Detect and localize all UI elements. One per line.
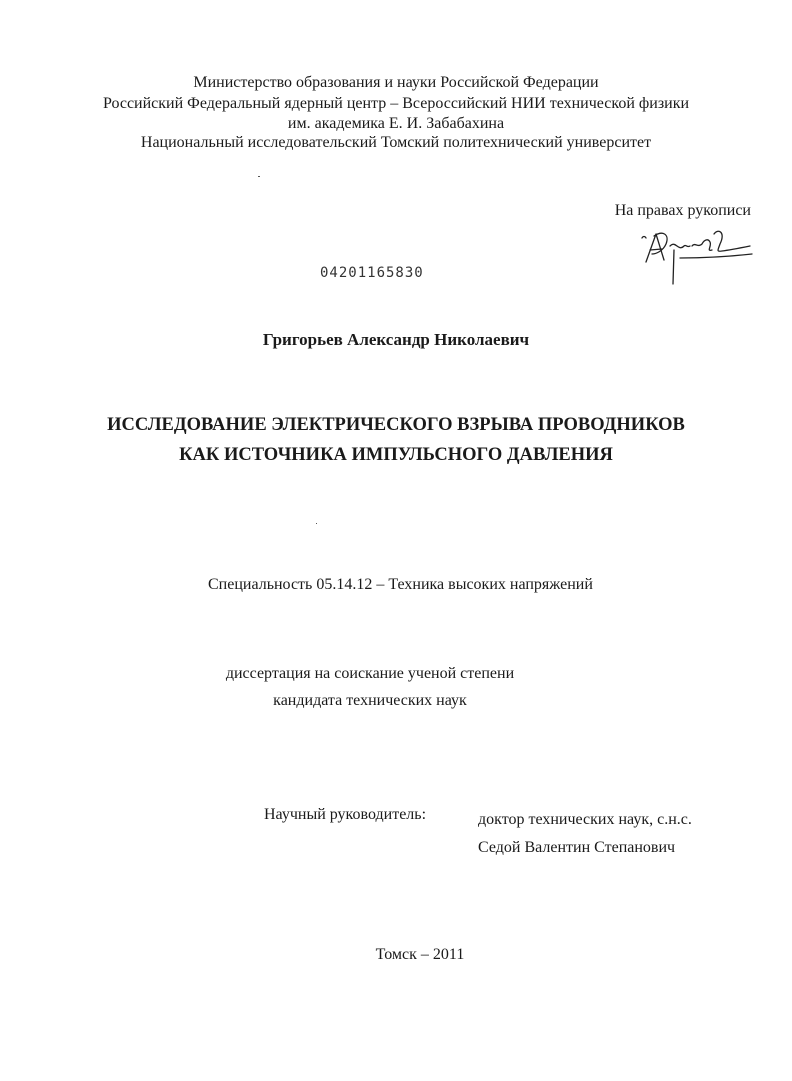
rights-note: На правах рукописи: [614, 202, 751, 219]
degree-line-2: кандидата технических наук: [273, 692, 467, 709]
academician-line: им. академика Е. И. Забабахина: [287, 115, 505, 132]
scan-speck: [258, 176, 260, 177]
degree-block: [0, 660, 740, 714]
ministry-line: Министерство образования и науки Российской Федерации: [193, 74, 599, 91]
degree-line-1: диссертация на соискание ученой степени: [225, 665, 515, 682]
scan-speck: [316, 523, 317, 524]
specialty-line: Специальность 05.14.12 – Техника высоких напряжений: [208, 576, 593, 593]
author-name: Григорьев Александр Николаевич: [262, 330, 530, 349]
dissertation-title: [0, 410, 792, 470]
university-line: Национальный исследовательский Томский политехнический университет: [140, 134, 652, 151]
city-year: Томск – 2011: [375, 946, 465, 963]
title-line-2: КАК ИСТОЧНИКА ИМПУЛЬСНОГО ДАВЛЕНИЯ: [179, 445, 613, 465]
supervisor-block: [478, 806, 692, 862]
research-center-line: Российский Федеральный ядерный центр – Всероссийский НИИ технической физики: [102, 95, 690, 112]
title-line-1: ИССЛЕДОВАНИЕ ЭЛЕКТРИЧЕСКОГО ВЗРЫВА ПРОВОДНИКОВ: [107, 415, 685, 435]
supervisor-name: Седой Валентин Степанович: [478, 839, 676, 856]
supervisor-label: Научный руководитель:: [264, 806, 427, 823]
supervisor-title: доктор технических наук, с.н.с.: [478, 811, 692, 828]
document-number: 04201165830: [320, 265, 424, 281]
signature-icon: [640, 224, 755, 290]
